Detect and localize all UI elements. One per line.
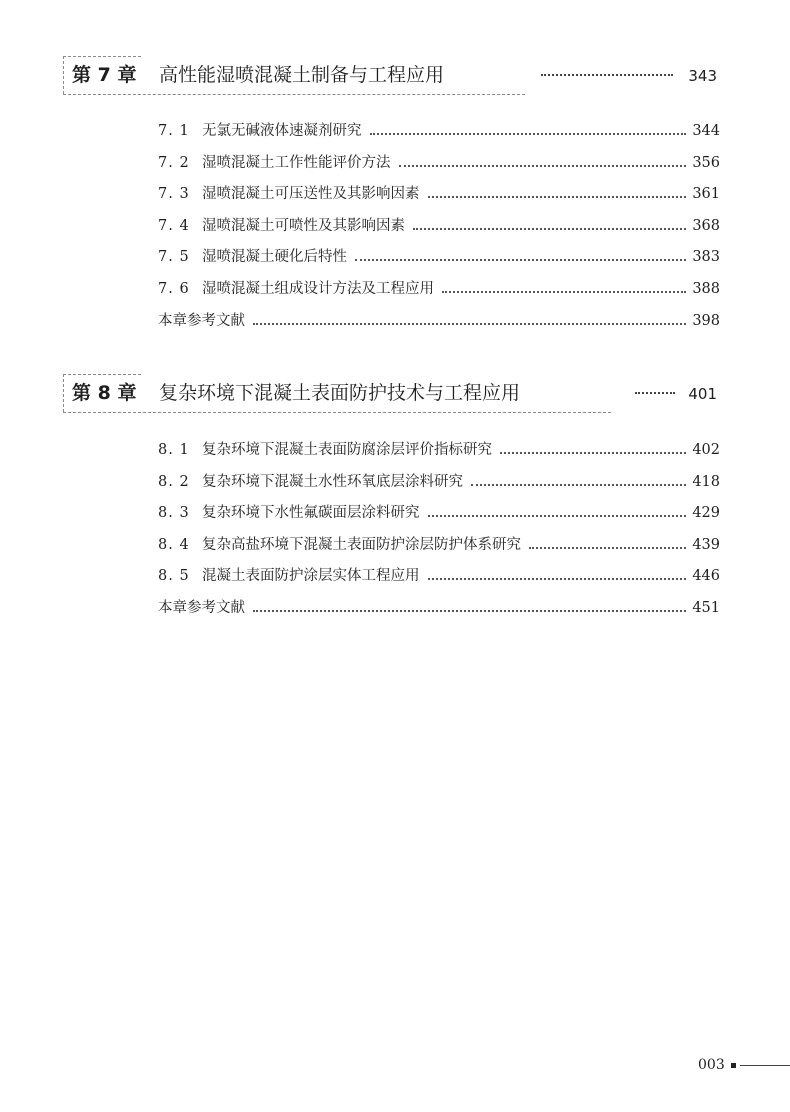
folio-square-mark <box>731 1063 736 1068</box>
chapter-8-heading <box>63 374 723 414</box>
page-number: 003 <box>698 1057 725 1073</box>
section-number: 7. 1 <box>158 123 190 139</box>
dot-leader <box>500 452 686 454</box>
section-number: 7. 4 <box>158 217 190 234</box>
folio-rule <box>740 1065 790 1066</box>
toc-entry[interactable] <box>158 278 720 310</box>
toc-entry-references[interactable] <box>158 310 720 342</box>
section-number: 8. 1 <box>158 442 190 458</box>
section-number: 8. 2 <box>158 473 190 490</box>
dot-leader <box>428 515 687 517</box>
dot-leader <box>413 228 686 230</box>
section-page: 402 <box>692 442 720 458</box>
heading-frame-left <box>63 374 64 412</box>
dot-leader <box>428 578 687 580</box>
section-page: 361 <box>692 186 720 203</box>
chapter-number: 第 8 章 <box>72 382 137 404</box>
dot-leader <box>635 392 675 394</box>
dot-leader <box>370 133 687 135</box>
section-title: 本章参考文献 <box>158 312 245 329</box>
toc-entry[interactable] <box>158 120 720 152</box>
section-title: 混凝土表面防护涂层实体工程应用 <box>202 568 420 585</box>
section-page: 383 <box>692 249 720 266</box>
toc-entry[interactable] <box>158 502 720 534</box>
dot-leader <box>529 547 686 549</box>
section-title: 复杂高盐环境下混凝土表面防护涂层防护体系研究 <box>202 536 521 553</box>
toc-entry[interactable] <box>158 534 720 566</box>
chapter-8-sections <box>158 439 720 629</box>
toc-entry[interactable] <box>158 183 720 215</box>
dot-leader <box>253 323 686 325</box>
section-page: 344 <box>692 123 720 139</box>
dot-leader <box>471 484 686 486</box>
section-page: 418 <box>692 473 720 490</box>
section-number: 7. 6 <box>158 280 190 297</box>
toc-entry[interactable] <box>158 152 720 184</box>
chapter-page: 343 <box>688 67 717 85</box>
section-title: 本章参考文献 <box>158 599 245 616</box>
section-number: 7. 2 <box>158 154 190 171</box>
chapter-page: 401 <box>688 385 717 403</box>
section-title: 湿喷混凝土可喷性及其影响因素 <box>202 217 405 234</box>
dot-leader <box>355 259 686 261</box>
section-title: 复杂环境下混凝土表面防腐涂层评价指标研究 <box>202 442 492 458</box>
chapter-number: 第 7 章 <box>72 64 137 86</box>
chapter-7-heading <box>63 56 723 96</box>
toc-entry[interactable] <box>158 246 720 278</box>
section-page: 439 <box>692 536 720 553</box>
heading-frame-bottom <box>63 412 611 413</box>
heading-frame-left <box>63 56 64 94</box>
section-number: 8. 3 <box>158 505 190 522</box>
section-number: 8. 4 <box>158 536 190 553</box>
chapter-title: 高性能湿喷混凝土制备与工程应用 <box>159 64 445 86</box>
section-number: 8. 5 <box>158 568 190 585</box>
section-page: 368 <box>692 217 720 234</box>
section-title: 复杂环境下混凝土水性环氧底层涂料研究 <box>202 473 463 490</box>
section-title: 无氯无碱液体速凝剂研究 <box>202 123 362 139</box>
section-number: 7. 5 <box>158 249 190 266</box>
section-title: 湿喷混凝土工作性能评价方法 <box>202 154 391 171</box>
section-title: 复杂环境下水性氟碳面层涂料研究 <box>202 505 420 522</box>
section-page: 356 <box>692 154 720 171</box>
section-page: 388 <box>692 280 720 297</box>
toc-entry[interactable] <box>158 565 720 597</box>
section-page: 429 <box>692 505 720 522</box>
toc-entry[interactable] <box>158 439 720 471</box>
section-number: 7. 3 <box>158 186 190 203</box>
section-page: 398 <box>692 312 720 329</box>
chapter-7-sections <box>158 120 720 341</box>
section-title: 湿喷混凝土可压送性及其影响因素 <box>202 186 420 203</box>
section-page: 451 <box>692 599 720 616</box>
toc-entry[interactable] <box>158 215 720 247</box>
section-title: 湿喷混凝土硬化后特性 <box>202 249 347 266</box>
dot-leader <box>399 165 687 167</box>
section-title: 湿喷混凝土组成设计方法及工程应用 <box>202 280 434 297</box>
toc-entry-references[interactable] <box>158 597 720 629</box>
dot-leader <box>442 291 686 293</box>
dot-leader <box>428 196 687 198</box>
dot-leader <box>541 74 673 76</box>
heading-frame-bottom <box>63 94 525 95</box>
heading-frame-top <box>63 374 141 375</box>
dot-leader <box>253 610 686 612</box>
heading-frame-top <box>63 56 141 57</box>
chapter-title: 复杂环境下混凝土表面防护技术与工程应用 <box>159 382 521 404</box>
toc-entry[interactable] <box>158 471 720 503</box>
section-page: 446 <box>692 568 720 585</box>
